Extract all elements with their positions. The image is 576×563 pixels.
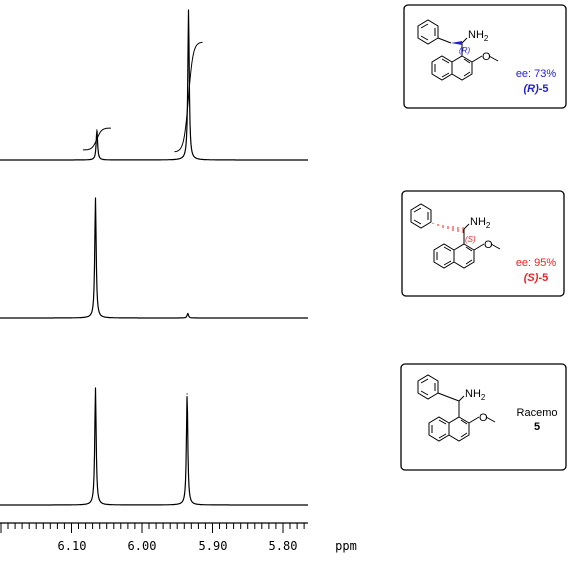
spectrum-trace — [0, 10, 308, 160]
peak-point — [95, 387, 96, 388]
stereo-descriptor: (R) — [459, 46, 471, 55]
compound-box-r — [404, 5, 566, 108]
peak-point — [187, 393, 188, 394]
amine-label: $NH_2$ — [470, 216, 491, 230]
spectra-group — [0, 9, 308, 505]
compound-label: (S)-5 — [523, 272, 549, 284]
compound-label: 5 — [533, 421, 541, 433]
racemic-label: Racemo — [516, 407, 558, 419]
tick-label: 5.90 — [198, 539, 228, 553]
tick-label: 6.10 — [57, 539, 87, 553]
ee-label: ee: 95% — [515, 257, 557, 269]
stereo-descriptor: (S) — [465, 235, 476, 244]
peak-point — [95, 197, 96, 198]
peak-point — [187, 313, 188, 314]
amine-label: $NH_2$ — [468, 29, 489, 43]
methoxy-oxygen-label: O — [484, 239, 493, 251]
compound-box-racemic — [401, 364, 566, 470]
spectrum-trace — [0, 388, 308, 505]
compound-box-s — [402, 191, 564, 296]
amine-label: $NH_2$ — [465, 388, 486, 402]
x-axis-label: ppm — [335, 539, 357, 553]
ee-label: ee: 73% — [515, 68, 557, 80]
spectrum-trace — [0, 198, 308, 318]
tick-label: 5.80 — [268, 539, 298, 553]
methoxy-oxygen-label: O — [482, 51, 491, 63]
peak-point — [188, 9, 189, 10]
compound-label: (R)-5 — [523, 83, 549, 95]
x-axis — [0, 523, 357, 553]
x-axis-minor-ticks — [1, 523, 304, 533]
methoxy-oxygen-label: O — [479, 412, 488, 424]
tick-label: 6.00 — [127, 539, 157, 553]
peak-point — [96, 129, 97, 130]
